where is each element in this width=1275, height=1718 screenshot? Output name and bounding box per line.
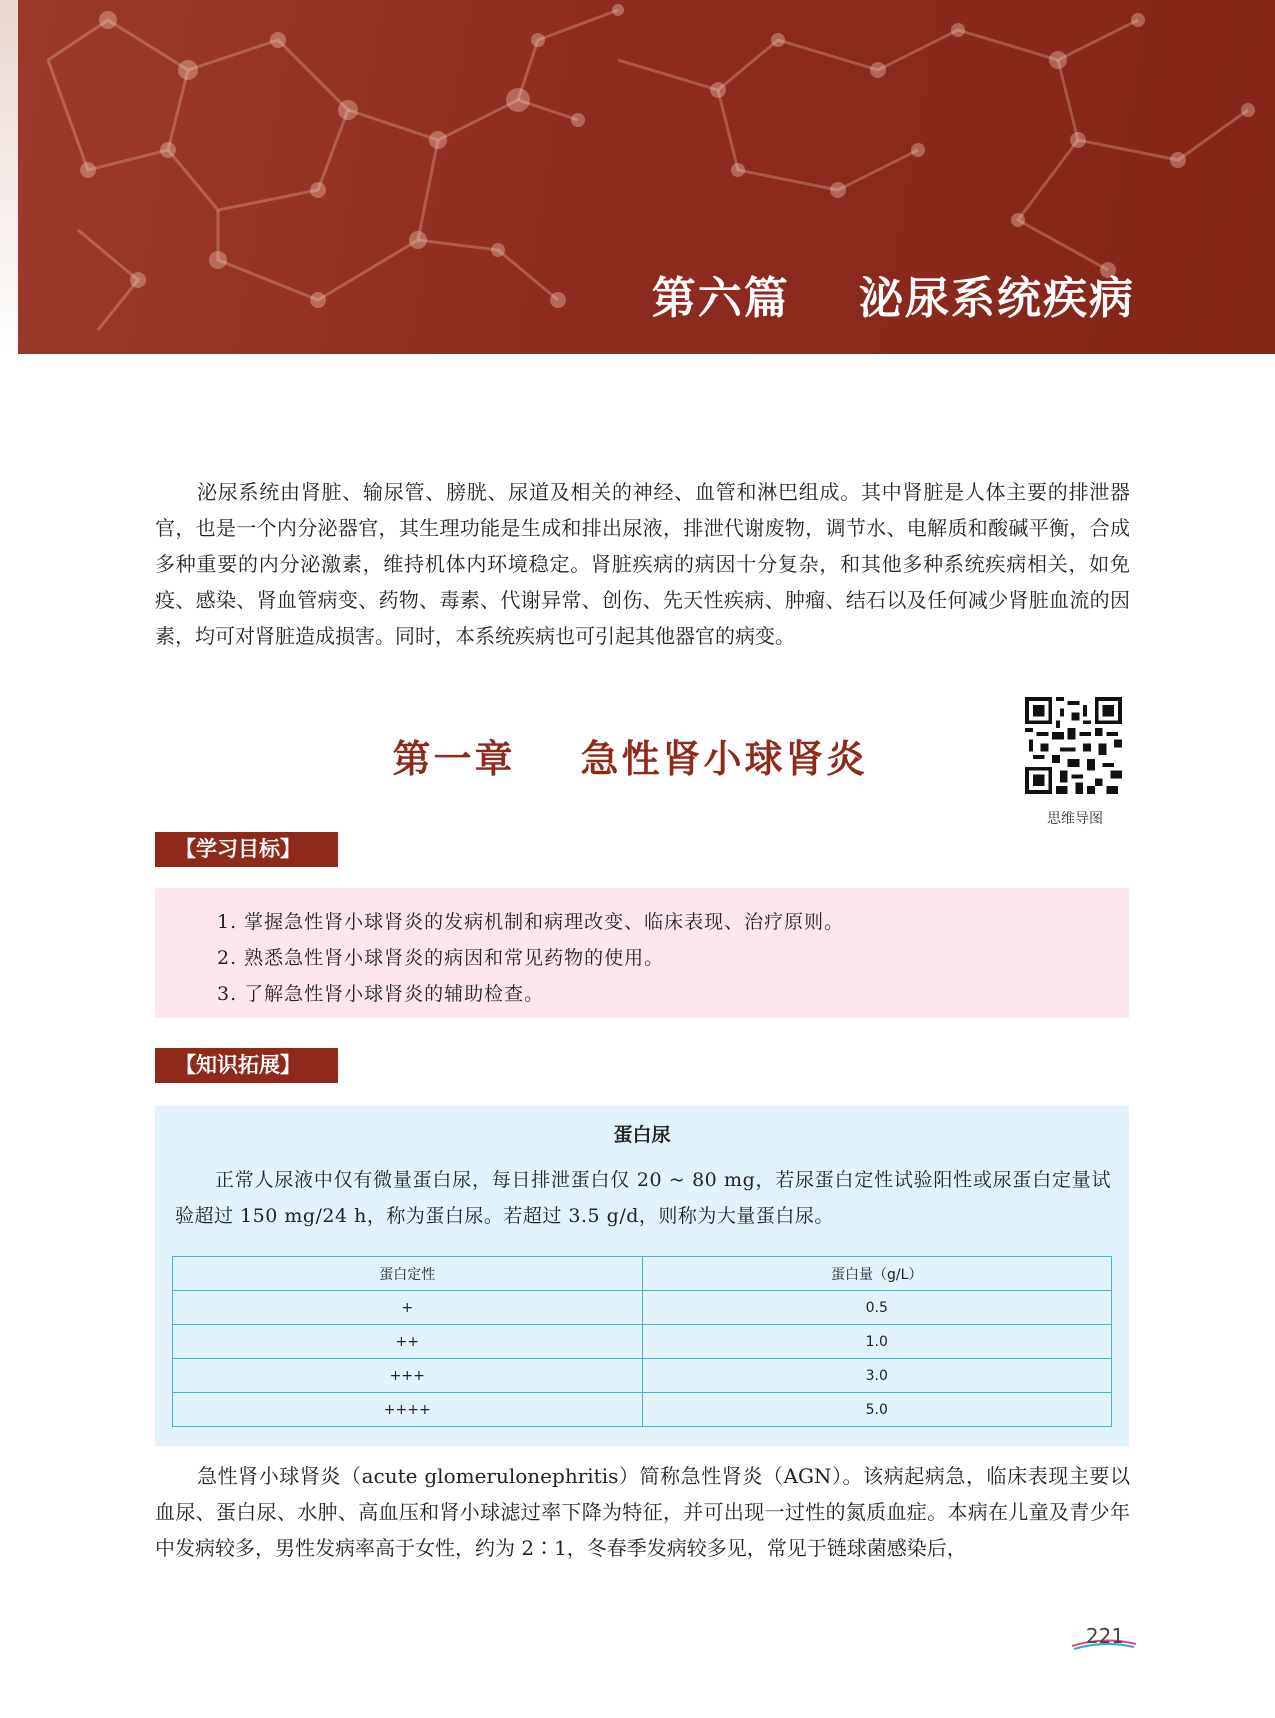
table-cell: 0.5 <box>642 1291 1112 1325</box>
page-edge-strip <box>0 0 18 354</box>
table-header-row <box>173 1257 1112 1291</box>
part-title: 第六篇 泌尿系统疾病 <box>651 273 1135 324</box>
table-cell: ++ <box>173 1325 643 1359</box>
table-cell: 5.0 <box>642 1393 1112 1427</box>
table-cell: 3.0 <box>642 1359 1112 1393</box>
table-row <box>173 1359 1112 1393</box>
table-row <box>173 1393 1112 1427</box>
table-header-cell: 蛋白定性 <box>173 1257 643 1291</box>
knowledge-extension-tag: 【知识拓展】 <box>155 1048 338 1083</box>
table-header-cell: 蛋白量（g/L） <box>642 1257 1112 1291</box>
part-banner <box>18 0 1275 354</box>
qr-code-icon[interactable] <box>1025 697 1122 794</box>
goal-item: 3. 了解急性肾小球肾炎的辅助检查。 <box>217 983 545 1005</box>
table-row <box>173 1325 1112 1359</box>
goal-item: 2. 熟悉急性肾小球肾炎的病因和常见药物的使用。 <box>217 947 665 969</box>
knowledge-extension-box <box>155 1106 1129 1446</box>
table-cell: ++++ <box>173 1393 643 1427</box>
intro-paragraph: 泌尿系统由肾脏、输尿管、膀胱、尿道及相关的神经、血管和淋巴组成。其中肾脏是人体主要的排泄器官，也是一个内分泌器官，其生理功能是生成和排出尿液，排泄代谢废物，调节水、电解质和酸碱平衡，合成多种重要的内分泌激素，维持机体内环境稳定。肾脏疾病的病因十分复杂，和其他多种系统疾病相关，如免疫、感染、肾血管病变、药物、毒素、代谢异常、创伤、先天性疾病、肿瘤、结石以及任何减少肾脏血流的因素，均可对肾脏造成损害。同时，本系统疾病也可引起其他器官的病变。 <box>155 480 1130 648</box>
learning-goals-box <box>155 888 1129 1018</box>
table-cell: 1.0 <box>642 1325 1112 1359</box>
extension-title: 蛋白尿 <box>613 1124 671 1146</box>
learning-goals-tag: 【学习目标】 <box>155 832 338 867</box>
body-paragraph: 急性肾小球肾炎（acute glomerulonephritis）简称急性肾炎（AGN）。该病起病急，临床表现主要以血尿、蛋白尿、水肿、高血压和肾小球滤过率下降为特征，并可出现一过性的氮质血症。本病在儿童及青少年中发病较多，男性发病率高于女性，约为 2∶1，冬春季发病较多见，常见于链球菌感染后， <box>155 1464 1130 1560</box>
goal-item: 1. 掌握急性肾小球肾炎的发病机制和病理改变、临床表现、治疗原则。 <box>217 911 845 933</box>
page-number: 221 <box>1085 1624 1125 1648</box>
table-cell: + <box>173 1291 643 1325</box>
proteinuria-table <box>172 1256 1112 1427</box>
table-row <box>173 1291 1112 1325</box>
extension-text: 正常人尿液中仅有微量蛋白尿，每日排泄蛋白仅 20 ~ 80 mg，若尿蛋白定性试验阳性或尿蛋白定量试验超过 150 mg/24 h，称为蛋白尿。若超过 3.5 g/d，则称为大量蛋白尿。 <box>175 1169 1111 1227</box>
chapter-title: 第一章 急性肾小球肾炎 <box>392 736 868 781</box>
qr-caption: 思维导图 <box>1047 811 1103 827</box>
table-cell: +++ <box>173 1359 643 1393</box>
